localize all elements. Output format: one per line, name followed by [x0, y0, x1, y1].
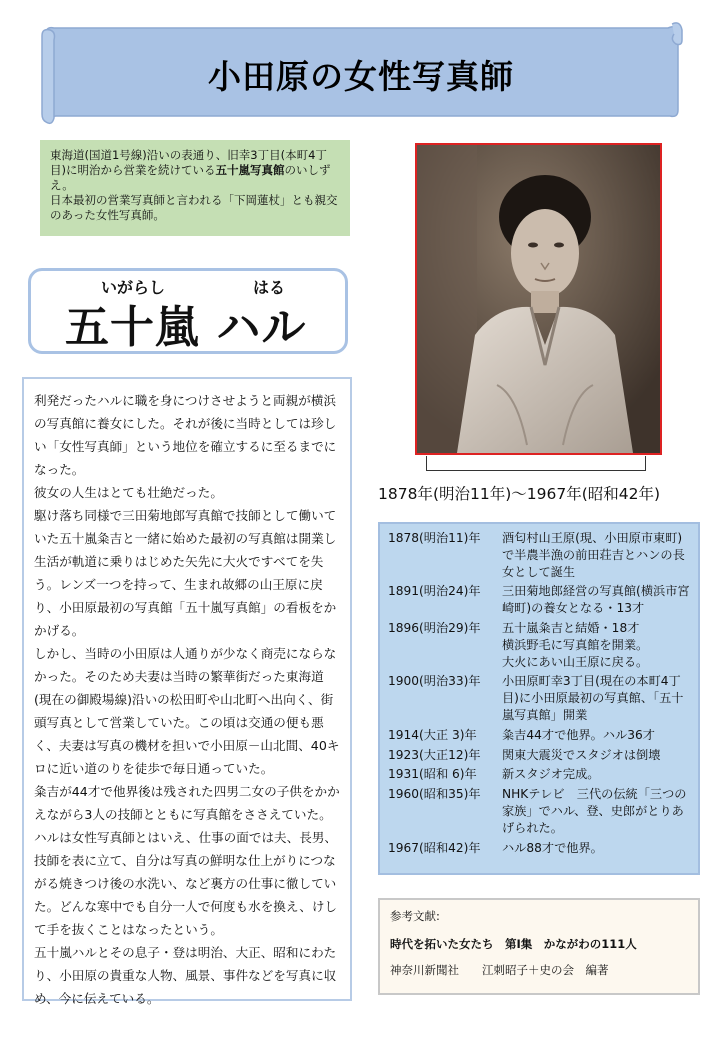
timeline-year: 1967(昭和42)年 [388, 840, 481, 855]
biography-box [22, 377, 352, 1006]
bio-paragraph: 駆け落ち同様で三田菊地郎写真館で技師として働いていた五十嵐粂吉と一緒に始めた最初の写真館は開業し生活が軌道に乗りはじめた矢先に大火ですべてを失う。レンズ一つを持って、生まれ故郷の山王原に戻り、小田原最初の写真館「五十嵐写真館」の看板をかかげる。 [34, 508, 337, 638]
references-heading: 参考文献: [390, 909, 440, 923]
timeline-event: 関東大震災でスタジオは倒壊 [502, 747, 661, 762]
bio-paragraph: 利発だったハルに職を身につけさせようと両親が横浜の写真館に養女にした。それが後に当時としては珍しい「女性写真師」という地位を確立するに至るまでになった。 [34, 393, 337, 477]
timeline-event: 新スタジオ完成。 [502, 767, 600, 782]
timeline-year: 1896(明治29)年 [388, 620, 481, 635]
person-name: 五十嵐 ハル [65, 302, 307, 353]
references-box [378, 898, 700, 995]
timeline-year: 1931(昭和 6)年 [388, 767, 477, 782]
timeline-year: 1900(明治33)年 [388, 674, 481, 689]
reference-book-title: 時代を拓いた女たち 第Ⅰ集 かながわの111人 [390, 937, 637, 951]
timeline-year: 1923(大正12)年 [388, 747, 481, 762]
timeline-event: 小田原町幸3丁目(現在の本町4丁目)に小田原最初の写真館、「五十嵐写真館」開業 [502, 674, 684, 722]
portrait-photo [415, 143, 662, 455]
timeline-event: 酒匂村山王原(現、小田原市東町)で半農半漁の前田荘吉とハンの長女として誕生 [502, 531, 685, 579]
intro-box [40, 140, 350, 236]
bio-paragraph: しかし、当時の小田原は人通りが少なく商売にならなかった。そのため夫妻は当時の繁華街だった東海道(現在の御殿場線)沿いの松田町や山北町へ出向く、街頭写真として営業していた。この頃は交通の便も悪く、夫妻は写真の機材を担いで小田原－山北間、40キロに近い道のりを徒歩で毎日通っていた。 [34, 646, 340, 776]
photo-caption-bracket [426, 456, 646, 471]
timeline-row [388, 620, 692, 670]
timeline-year: 1960(昭和35)年 [388, 787, 481, 802]
timeline-row [388, 727, 692, 744]
intro-bold-text: 五十嵐写真館 [215, 163, 285, 177]
ruby-given-name: はる [253, 278, 286, 297]
timeline-row [388, 747, 692, 764]
intro-line2: 日本最初の営業写真師と言われる「下岡蓮杖」とも親交のあった女性写真師。 [50, 193, 338, 222]
intro-text-end: のいしずえ。 [50, 163, 331, 192]
timeline-box [378, 522, 700, 875]
bio-paragraph: 粂吉が44才で他界後は残された四男二女の子供をかかえながら3人の技師とともに写真館をささえていた。 [34, 784, 340, 822]
title-banner [38, 22, 684, 126]
name-box [28, 268, 348, 354]
ruby-family-name: いがらし [101, 278, 166, 297]
timeline-event: 五十嵐粂吉と結婚・18才 横浜野毛に写真館を開業。 大火にあい山王原に戻る。 [502, 620, 649, 669]
timeline-event: NHKテレビ 三代の伝統「三つの家族」でハル、登、史郎がとりあげられた。 [502, 787, 687, 835]
timeline-row [388, 786, 692, 836]
bio-paragraph: ハルは女性写真師とはいえ、仕事の面では夫、長男、技師を表に立て、自分は写真の鮮明な仕上がりにつながる焼きつけ後の水洗い、など裏方の仕事に徹していた。どんな寒中でも自分一人で何度も水を換え、けして手を抜くことはなったという。 [34, 830, 338, 937]
bio-paragraph: 彼女の人生はとても壮絶だった。 [34, 485, 223, 500]
timeline-event: 三田菊地郎経営の写真館(横浜市宮崎町)の養女となる・13才 [502, 584, 690, 616]
timeline-event: ハル88才で他界。 [502, 840, 603, 855]
reference-publisher: 神奈川新聞社 江刺昭子＋史の会 編著 [390, 963, 609, 977]
timeline-row [388, 673, 692, 723]
intro-text: 東海道(国道1号線)沿いの表通り、旧幸3丁目(本町4丁目)に明治から営業を続けている [50, 148, 327, 177]
timeline-year: 1891(明治24)年 [388, 584, 481, 599]
page-title: 小田原の女性写真師 [208, 56, 514, 96]
timeline-row [388, 840, 692, 857]
timeline-year: 1914(大正 3)年 [388, 727, 477, 742]
timeline-row [388, 583, 692, 617]
timeline-year: 1878(明治11)年 [388, 531, 481, 545]
timeline-event: 粂吉44才で他界。ハル36才 [502, 727, 655, 742]
timeline-row [388, 530, 692, 580]
timeline-row [388, 766, 692, 783]
lifespan-dates: 1878年(明治11年)～1967年(昭和42年) [378, 485, 661, 503]
bio-paragraph: 五十嵐ハルとその息子・登は明治、大正、昭和にわたり、小田原の貴重な人物、風景、事件などを写真に収め、今に伝えている。 [34, 945, 337, 1006]
portrait-illustration [417, 145, 660, 453]
